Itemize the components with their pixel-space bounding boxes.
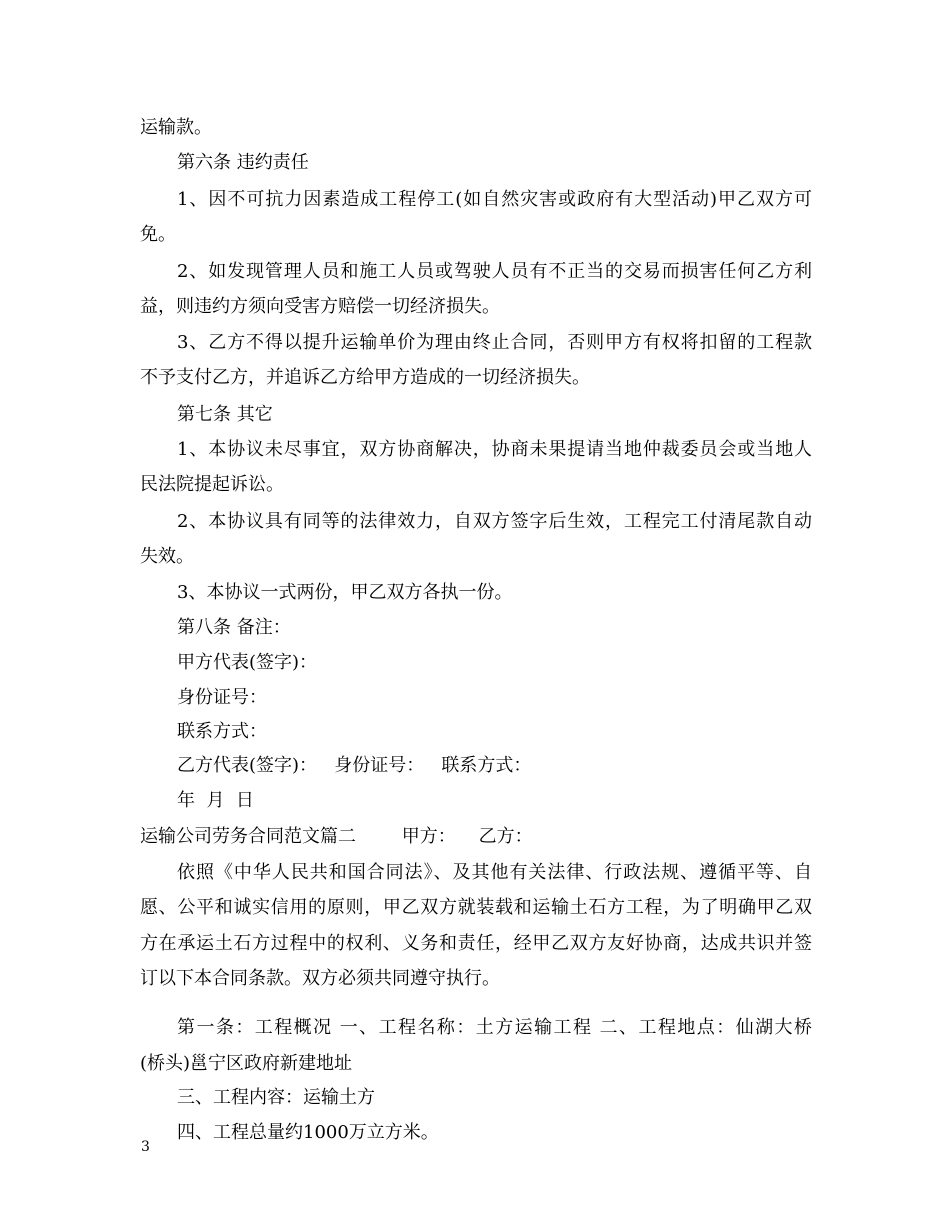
body-text-line: 失效。 [140, 546, 194, 567]
signature-field-label: 身份证号： [177, 687, 267, 708]
body-text-line: 订以下本合同条款。双方必须共同遵守执行。 [140, 968, 500, 989]
body-text-line: 2、如发现管理人员和施工人员或驾驶人员有不正当的交易而损害任何乙方利 [177, 261, 812, 282]
body-text-line: 1、本协议未尽事宜，双方协商解决，协商未果提请当地仲裁委员会或当地人 [177, 439, 812, 460]
article-heading: 第六条 违约责任 [177, 152, 309, 173]
body-text-line: 依照《中华人民共和国合同法》、及其他有关法律、行政法规、遵循平等、自 [177, 862, 812, 883]
page-number: 3 [141, 1139, 150, 1155]
body-text-line: 三、工程内容：运输土方 [177, 1087, 375, 1108]
body-text-line: 益，则违约方须向受害方赔偿一切经济损失。 [140, 296, 500, 317]
section-title: 运输公司劳务合同范文篇二 甲方： 乙方： [140, 826, 533, 847]
body-text-line: 免。 [140, 224, 176, 245]
body-text-line: 1、因不可抗力因素造成工程停工(如自然灾害或政府有大型活动)甲乙双方可 [177, 189, 812, 210]
article-heading: 第七条 其它 [177, 404, 273, 425]
body-text-line: 民法院提起诉讼。 [140, 474, 284, 495]
signature-field-label: 联系方式： [177, 721, 267, 742]
body-text-line: (桥头)邕宁区政府新建地址 [140, 1053, 353, 1074]
body-text-line: 不予支付乙方，并追诉乙方给甲方造成的一切经济损失。 [140, 367, 590, 388]
body-text-line: 3、本协议一式两份，甲乙双方各执一份。 [177, 582, 513, 603]
signature-field-label: 甲方代表(签字)： [177, 652, 318, 673]
body-text-line: 愿、公平和诚实信用的原则，甲乙双方就装载和运输土石方工程，为了明确甲乙双 [140, 897, 812, 918]
date-line: 年 月 日 [177, 790, 254, 811]
body-text-line: 运输款。 [140, 117, 212, 138]
article-heading: 第八条 备注： [177, 617, 291, 638]
body-text-line: 3、乙方不得以提升运输单价为理由终止合同，否则甲方有权将扣留的工程款 [177, 332, 812, 353]
body-text-line: 四、工程总量约1000万立方米。 [177, 1122, 439, 1143]
signature-field-label: 乙方代表(签字)： 身份证号： 联系方式： [177, 755, 532, 776]
body-text-line: 方在承运土石方过程中的权利、义务和责任，经甲乙双方友好协商，达成共识并签 [140, 933, 812, 954]
body-text-line: 第一条：工程概况 一、工程名称：土方运输工程 二、工程地点：仙湖大桥 [177, 1017, 812, 1038]
body-text-line: 2、本协议具有同等的法律效力，自双方签字后生效，工程完工付清尾款自动 [177, 511, 812, 532]
